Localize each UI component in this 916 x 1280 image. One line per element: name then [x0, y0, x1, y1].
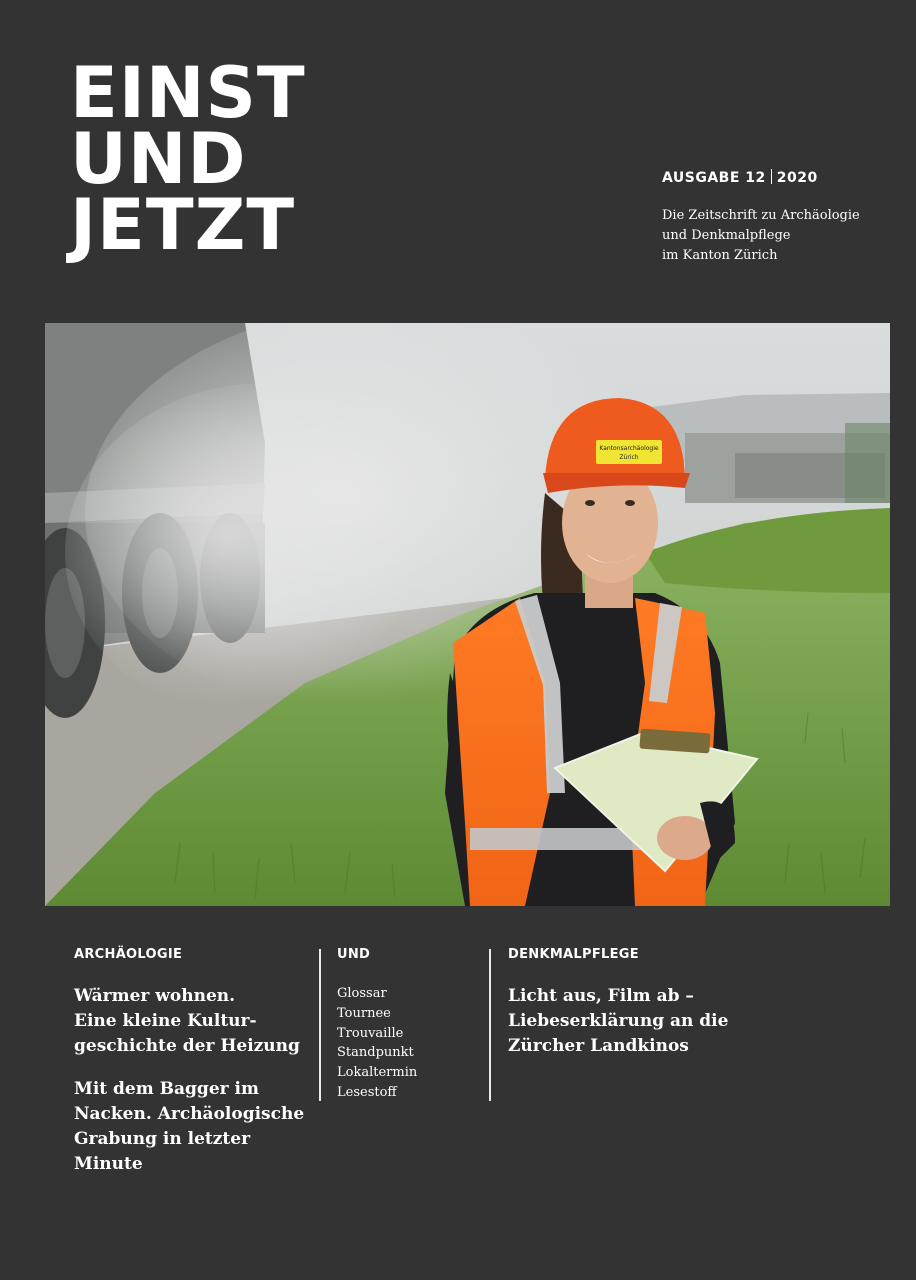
und-item-glossar[interactable]: Glossar — [337, 986, 387, 1001]
und-list — [337, 984, 417, 1103]
column-divider — [489, 949, 491, 1101]
subtitle-line: und Denkmalpflege — [662, 228, 791, 243]
archaeology-article-2[interactable] — [74, 1077, 304, 1177]
monument-article[interactable] — [508, 984, 728, 1059]
helmet-label-line: Kantonsarchäologie — [599, 445, 659, 452]
archaeology-heading: ARCHÄOLOGIE — [74, 947, 183, 962]
headline-line: Grabung in letzter — [74, 1129, 251, 1149]
headline-line: Minute — [74, 1154, 143, 1174]
magazine-subtitle — [662, 206, 902, 266]
und-item-tournee[interactable]: Tournee — [337, 1005, 391, 1021]
und-item-lokaltermin[interactable]: Lokaltermin — [337, 1065, 418, 1081]
title-line: JETZT — [70, 184, 296, 266]
headline-line: geschichte der Heizung — [74, 1036, 300, 1056]
subtitle-line: Die Zeitschrift zu Archäologie — [662, 208, 860, 223]
und-item-standpunkt[interactable]: Standpunkt — [337, 1045, 414, 1061]
column-divider — [319, 949, 321, 1101]
issue-separator — [771, 169, 772, 184]
monument-heading: DENKMALPFLEGE — [508, 947, 639, 962]
headline-line: Zürcher Landkinos — [508, 1036, 689, 1056]
issue-year: 2020 — [776, 170, 818, 186]
issue-info — [662, 169, 818, 186]
headline-line: Wärmer wohnen. — [74, 986, 236, 1006]
und-item-trouvaille[interactable]: Trouvaille — [337, 1025, 404, 1041]
headline-line: Nacken. Archäologische — [74, 1104, 305, 1124]
headline-line: Mit dem Bagger im — [74, 1079, 259, 1099]
headline-line: Liebeserklärung an die — [508, 1011, 729, 1031]
issue-label: AUSGABE 12 — [662, 170, 766, 186]
title-line: EINST — [70, 52, 306, 134]
cover-photo — [45, 323, 890, 906]
magazine-title — [70, 52, 306, 266]
archaeology-article-1[interactable] — [74, 984, 300, 1059]
und-item-lesestoff[interactable]: Lesestoff — [337, 1084, 397, 1100]
subtitle-line: im Kanton Zürich — [662, 248, 778, 263]
headline-line: Eine kleine Kultur- — [74, 1011, 257, 1031]
headline-line: Licht aus, Film ab – — [508, 986, 694, 1006]
und-heading: UND — [337, 947, 371, 962]
title-line: UND — [70, 118, 247, 200]
helmet-label-line: Zürich — [619, 454, 639, 461]
